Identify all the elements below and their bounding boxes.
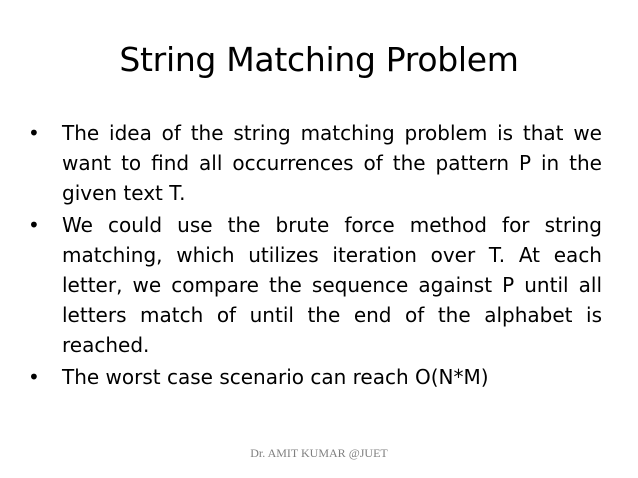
- bullet-item: [28, 210, 602, 360]
- bullet-text: We could use the brute force method for string matching, which utilizes iteration over T. At each letter, we compare the sequence against P until all letters match of until the end of the alphabet is reached.: [62, 213, 602, 357]
- bullet-list: [28, 118, 602, 394]
- bullet-item: [28, 362, 602, 392]
- bullet-dot-icon: •: [28, 365, 40, 389]
- slide-footer: Dr. AMIT KUMAR @JUET: [250, 446, 388, 460]
- bullet-item: [28, 118, 602, 208]
- bullet-dot-icon: •: [28, 213, 40, 237]
- bullet-dot-icon: •: [28, 121, 40, 145]
- bullet-text: The worst case scenario can reach O(N*M): [62, 365, 489, 389]
- bullet-text: The idea of the string matching problem is that we want to find all occurrences of the pattern P in the given text T.: [62, 121, 602, 205]
- slide-title: String Matching Problem: [119, 40, 519, 79]
